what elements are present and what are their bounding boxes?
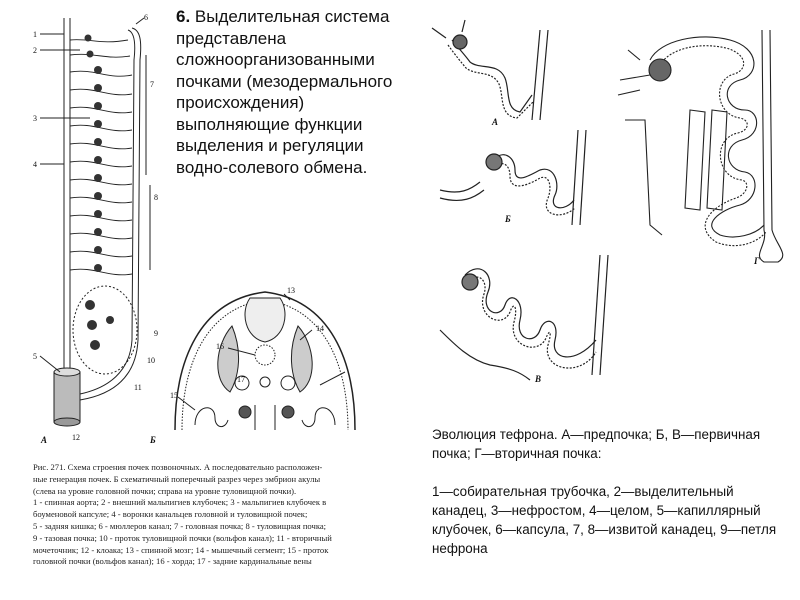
fig-caption-line: 5 - задняя кишка; 6 - мюллеров канал; 7 - головная почка; 8 - туловищная почка;	[33, 520, 327, 531]
panel-label-v-nephron: В	[535, 374, 542, 384]
fig-caption-line: 1 - спинная аорта; 2 - внешний мальпигиев клубочек; 3 - мальпигиев клубочек в	[33, 497, 327, 508]
nephron-g-drawing	[618, 30, 783, 262]
kidney-generations-drawing	[40, 18, 150, 426]
fig-caption-line: мочеточник; 12 - клоака; 13 - спинной мозг; 14 - мышечный сегмент; 15 - проток	[33, 544, 329, 555]
main-line-1	[176, 6, 428, 28]
nephron-v-drawing	[440, 255, 608, 380]
label-7: 7	[150, 80, 154, 89]
label-9: 9	[154, 329, 158, 338]
main-line-4: почками (мезодермального	[176, 71, 393, 91]
main-line-5: происхождения)	[176, 93, 305, 112]
label-5: 5	[33, 352, 37, 361]
nephron-a-drawing	[432, 20, 548, 120]
label-14: 14	[316, 324, 324, 333]
fig-caption-line: Рис. 271. Схема строения почек позвоночных. А последовательно расположен-	[33, 462, 323, 472]
label-15: 15	[170, 391, 178, 400]
label-8: 8	[154, 193, 158, 202]
label-10: 10	[147, 356, 155, 365]
label-4: 4	[33, 160, 37, 169]
main-line-2: представлена	[176, 28, 287, 48]
panel-label-a-nephron: А	[492, 117, 499, 127]
label-6: 6	[144, 13, 148, 22]
nephron-evolution-caption	[432, 425, 780, 558]
label-3: 3	[33, 114, 37, 123]
figure-271-caption	[33, 462, 385, 568]
panel-label-b-left: Б	[150, 435, 156, 445]
fig-caption-line: 9 - тазовая почка; 10 - проток туловищной почки (вольфов канал); 11 - вторичный	[33, 532, 332, 543]
main-description	[176, 6, 428, 178]
label-13: 13	[287, 286, 295, 295]
nephron-b-drawing	[440, 130, 586, 225]
fig-caption-line: головной почки (вольфов канал); 16 - хорда; 17 - задние кардинальные вены	[33, 556, 312, 567]
panel-label-b-nephron: Б	[505, 214, 511, 224]
label-16: 16	[216, 342, 224, 351]
label-12: 12	[72, 433, 80, 442]
fig-caption-line: боуменовой капсуле; 4 - воронки канальцев головной и туловищной почек;	[33, 509, 308, 520]
label-17: 17	[237, 375, 245, 384]
fig-caption-line: ные генерация почек. Б схематичный поперечный разрез через эмбрион акулы	[33, 473, 321, 484]
section-number: 6.	[176, 7, 191, 26]
main-line-7: выделения и регуляции	[176, 136, 364, 155]
main-line-8: водно-солевого обмена.	[176, 157, 368, 177]
label-2: 2	[33, 46, 37, 55]
fig-caption-line: (слева на уровне головной почки; справа на уровне туловищной почки).	[33, 485, 297, 496]
caption-paragraph-1: Эволюция тефрона. А—предпочка; Б, В—первичная почка; Г—вторичная почка:	[432, 427, 761, 461]
panel-label-g-nephron: Г	[754, 256, 760, 266]
main-line-6: выполняющие функции	[176, 114, 363, 134]
label-11: 11	[134, 383, 142, 392]
main-line-3: сложноорганизованными	[176, 50, 375, 69]
main-line-1-text: Выделительная система	[194, 7, 390, 26]
panel-label-a: А	[41, 435, 48, 445]
label-1: 1	[33, 30, 37, 39]
embryo-cross-section-drawing	[175, 292, 355, 430]
caption-paragraph-2: 1—собирательная трубочка, 2—выделительный канадец, 3—нефростом, 4—целом, 5—капиллярный клубочек, 6—капсула, 7, 8—извитой канадец, 9—петля нефрона	[432, 484, 777, 556]
